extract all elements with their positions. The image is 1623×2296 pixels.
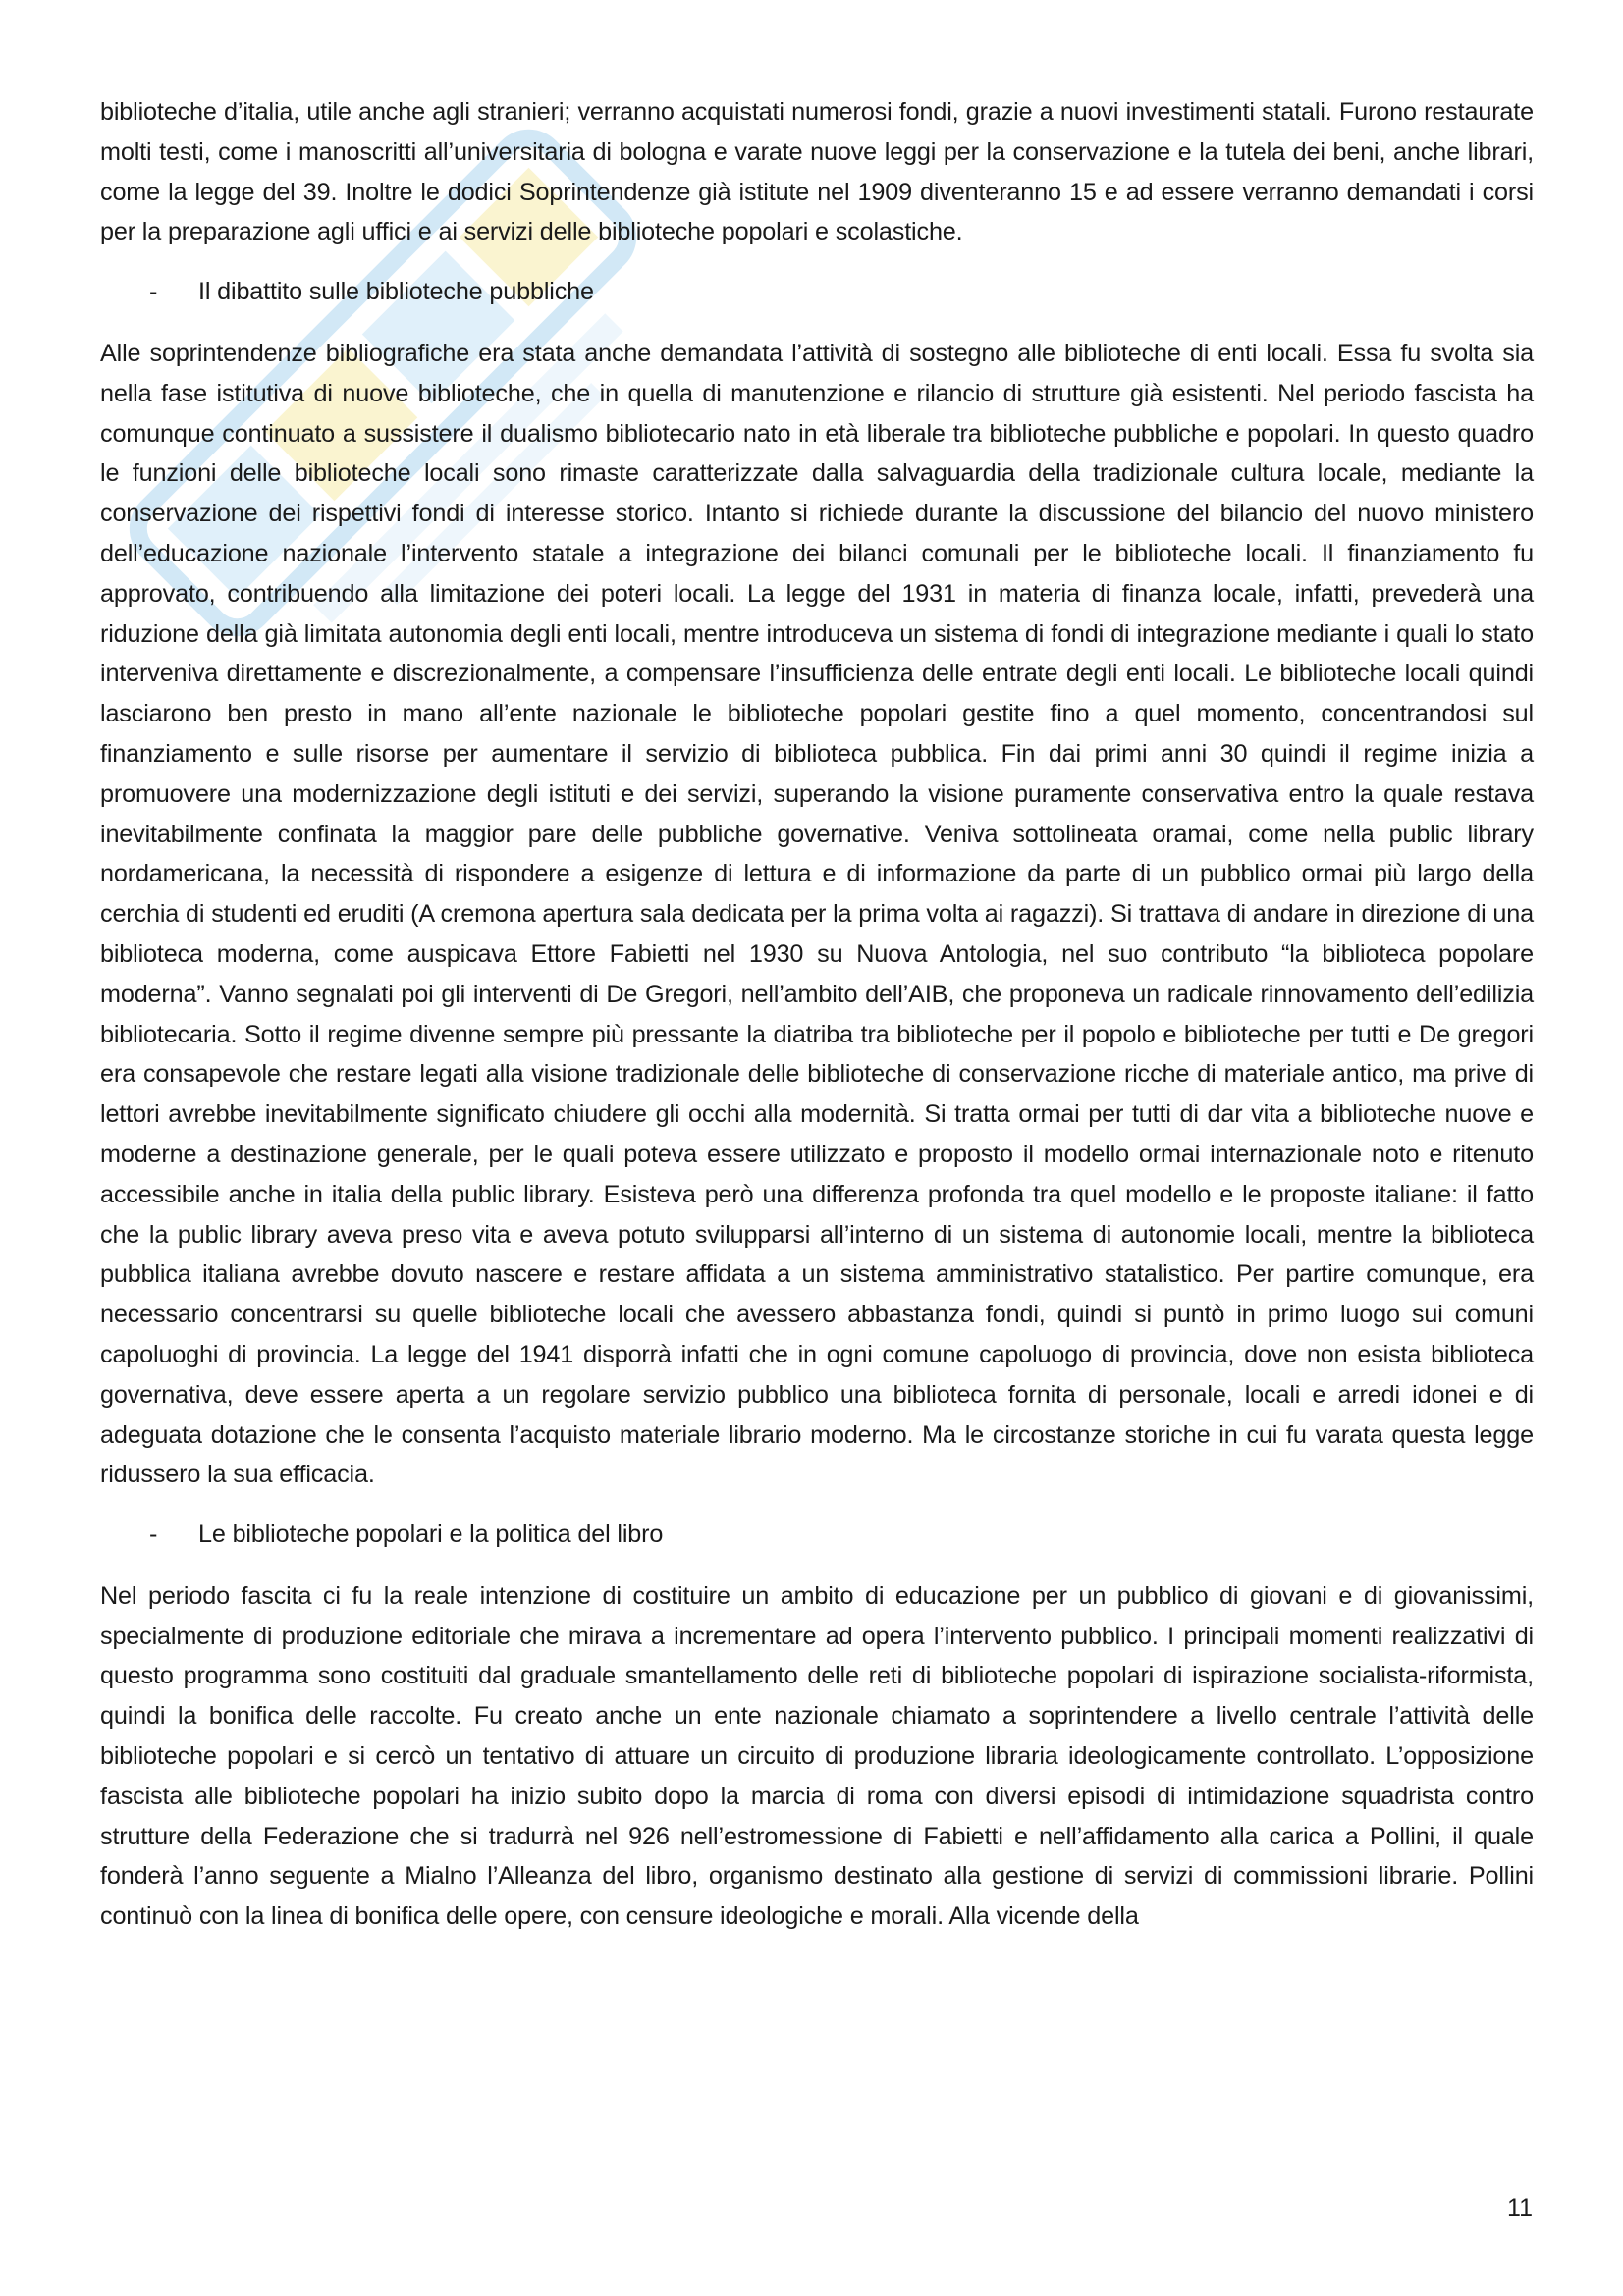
section-heading-1: [100, 272, 1534, 312]
paragraph-1: biblioteche d’italia, utile anche agli stranieri; verranno acquistati numerosi fondi, grazie a nuovi investimenti statali. Furono restaurate molti testi, come i manoscritti all’universitaria di bologna e varate nuove leggi per la conservazione e la tutela dei beni, anche librari, come la legge del 39. Inoltre le dodici Soprintendenze già istitute nel 1909 diventeranno 15 e ad essere verranno demandati i corsi per la preparazione agli uffici e ai servizi delle biblioteche popolari e scolastiche.: [100, 98, 1534, 246]
heading-text: Le biblioteche popolari e la politica del libro: [198, 1521, 664, 1549]
paragraph-2: Alle soprintendenze bibliografiche era stata anche demandata l’attività di sostegno alle biblioteche di enti locali. Essa fu svolta sia nella fase istitutiva di nuove biblioteche, che in quella di manutenzione e rilancio di strutture già esistenti. Nel periodo fascista ha comunque continuato a sussistere il dualismo bibliotecario nato in età liberale tra biblioteche pubbliche e popolari. In questo quadro le funzioni delle biblioteche locali sono rimaste caratterizzate dalla salvaguardia della tradizionale cultura locale, mediante la conservazione dei rispettivi fondi di interesse storico. Intanto si richiede durante la discussione del bilancio del nuovo ministero dell’educazione nazionale l’intervento statale a integrazione dei bilanci comunali per le biblioteche locali. Il finanziamento fu approvato, contribuendo alla limitazione dei poteri locali. La legge del 1931 in materia di finanza locale, infatti, prevederà una riduzione della già limitata autonomia degli enti locali, mentre introduceva un sistema di fondi di integrazione mediante i quali lo stato interveniva direttamente e discrezionalmente, a compensare l’insufficienza delle entrate degli enti locali. Le biblioteche locali quindi lasciarono ben presto in mano all’ente nazionale le biblioteche popolari gestite fino a quel momento, concentrandosi sul finanziamento e sulle risorse per aumentare il servizio di biblioteca pubblica. Fin dai primi anni 30 quindi il regime inizia a promuovere una modernizzazione degli istituti e dei servizi, superando la visione puramente conservativa entro la quale restava inevitabilmente confinata la maggior pare delle pubbliche governative. Veniva sottolineata oramai, come nella public library nordamericana, la necessità di rispondere a esigenze di lettura e di informazione da parte di un pubblico ormai più largo della cerchia di studenti ed eruditi (A cremona apertura sala dedicata per la prima volta ai ragazzi). Si trattava di andare in direzione di una biblioteca moderna, come auspicava Ettore Fabietti nel 1930 su Nuova Antologia, nel suo contributo “la biblioteca popolare moderna”. Vanno segnalati poi gli interventi di De Gregori, nell’ambito dell’AIB, che proponeva un radicale rinnovamento dell’edilizia bibliotecaria. Sotto il regime divenne sempre più pressante la diatriba tra biblioteche per il popolo e biblioteche per tutti e De gregori era consapevole che restare legati alla visione tradizionale delle biblioteche di conservazione ricche di materiale antico, ma prive di lettori avrebbe inevitabilmente significato chiudere gli occhi alla modernità. Si tratta ormai per tutti di dar vita a biblioteche nuove e moderne a destinazione generale, per le quali poteva essere utilizzato e proposto il modello ormai internazionale noto e ritenuto accessibile anche in italia della public library. Esisteva però una differenza profonda tra quel modello e le proposte italiane: il fatto che la public library aveva preso vita e aveva potuto svilupparsi all’interno di un sistema di autonomie locali, mentre la biblioteca pubblica italiana avrebbe dovuto nascere e restare affidata a un sistema amministrativo statalistico. Per partire comunque, era necessario concentrarsi su quelle biblioteche locali che avessero abbastanza fondi, quindi si puntò in primo luogo sui comuni capoluoghi di provincia. La legge del 1941 disporrà infatti che in ogni comune capoluogo di provincia, dove non esista biblioteca governativa, deve essere aperta a un regolare servizio pubblico una biblioteca fornita di personale, locali e arredi idonei e di adeguata dotazione che le consenta l’acquisto materiale librario moderno. Ma le circostanze storiche in cui fu varata questa legge ridussero la sua efficacia.: [100, 339, 1534, 1489]
heading-bullet: -: [149, 1521, 158, 1549]
heading-bullet: -: [149, 278, 158, 306]
paragraph-3: Nel periodo fascita ci fu la reale intenzione di costituire un ambito di educazione per un pubblico di giovani e di giovanissimi, specialmente di produzione editoriale che mirava a incrementare ad opera l’intervento pubblico. I principali momenti realizzativi di questo programma sono costituiti dal graduale smantellamento delle reti di biblioteche popolari di ispirazione socialista-riformista, quindi la bonifica delle raccolte. Fu creato anche un ente nazionale chiamato a soprintendere a livello centrale l’attività delle biblioteche popolari e si cercò un tentativo di attuare un circuito di produzione libraria ideologicamente controllato. L’opposizione fascista alle biblioteche popolari ha inizio subito dopo la marcia di roma con diversi episodi di intimidazione squadrista contro strutture della Federazione che si tradurrà nel 926 nell’estromessione di Fabietti e nell’affidamento alla carica a Pollini, il quale fonderà l’anno seguente a Mialno l’Alleanza del libro, organismo destinato alla gestione di servizi di commissioni librarie. Pollini continuò con la linea di bonifica delle opere, con censure ideologiche e morali. Alla vicende della: [100, 1581, 1534, 1931]
document-body: [100, 92, 1534, 1937]
page-number: 11: [1507, 2194, 1533, 2221]
heading-text: Il dibattito sulle biblioteche pubbliche: [198, 278, 594, 306]
section-heading-2: [100, 1515, 1534, 1555]
